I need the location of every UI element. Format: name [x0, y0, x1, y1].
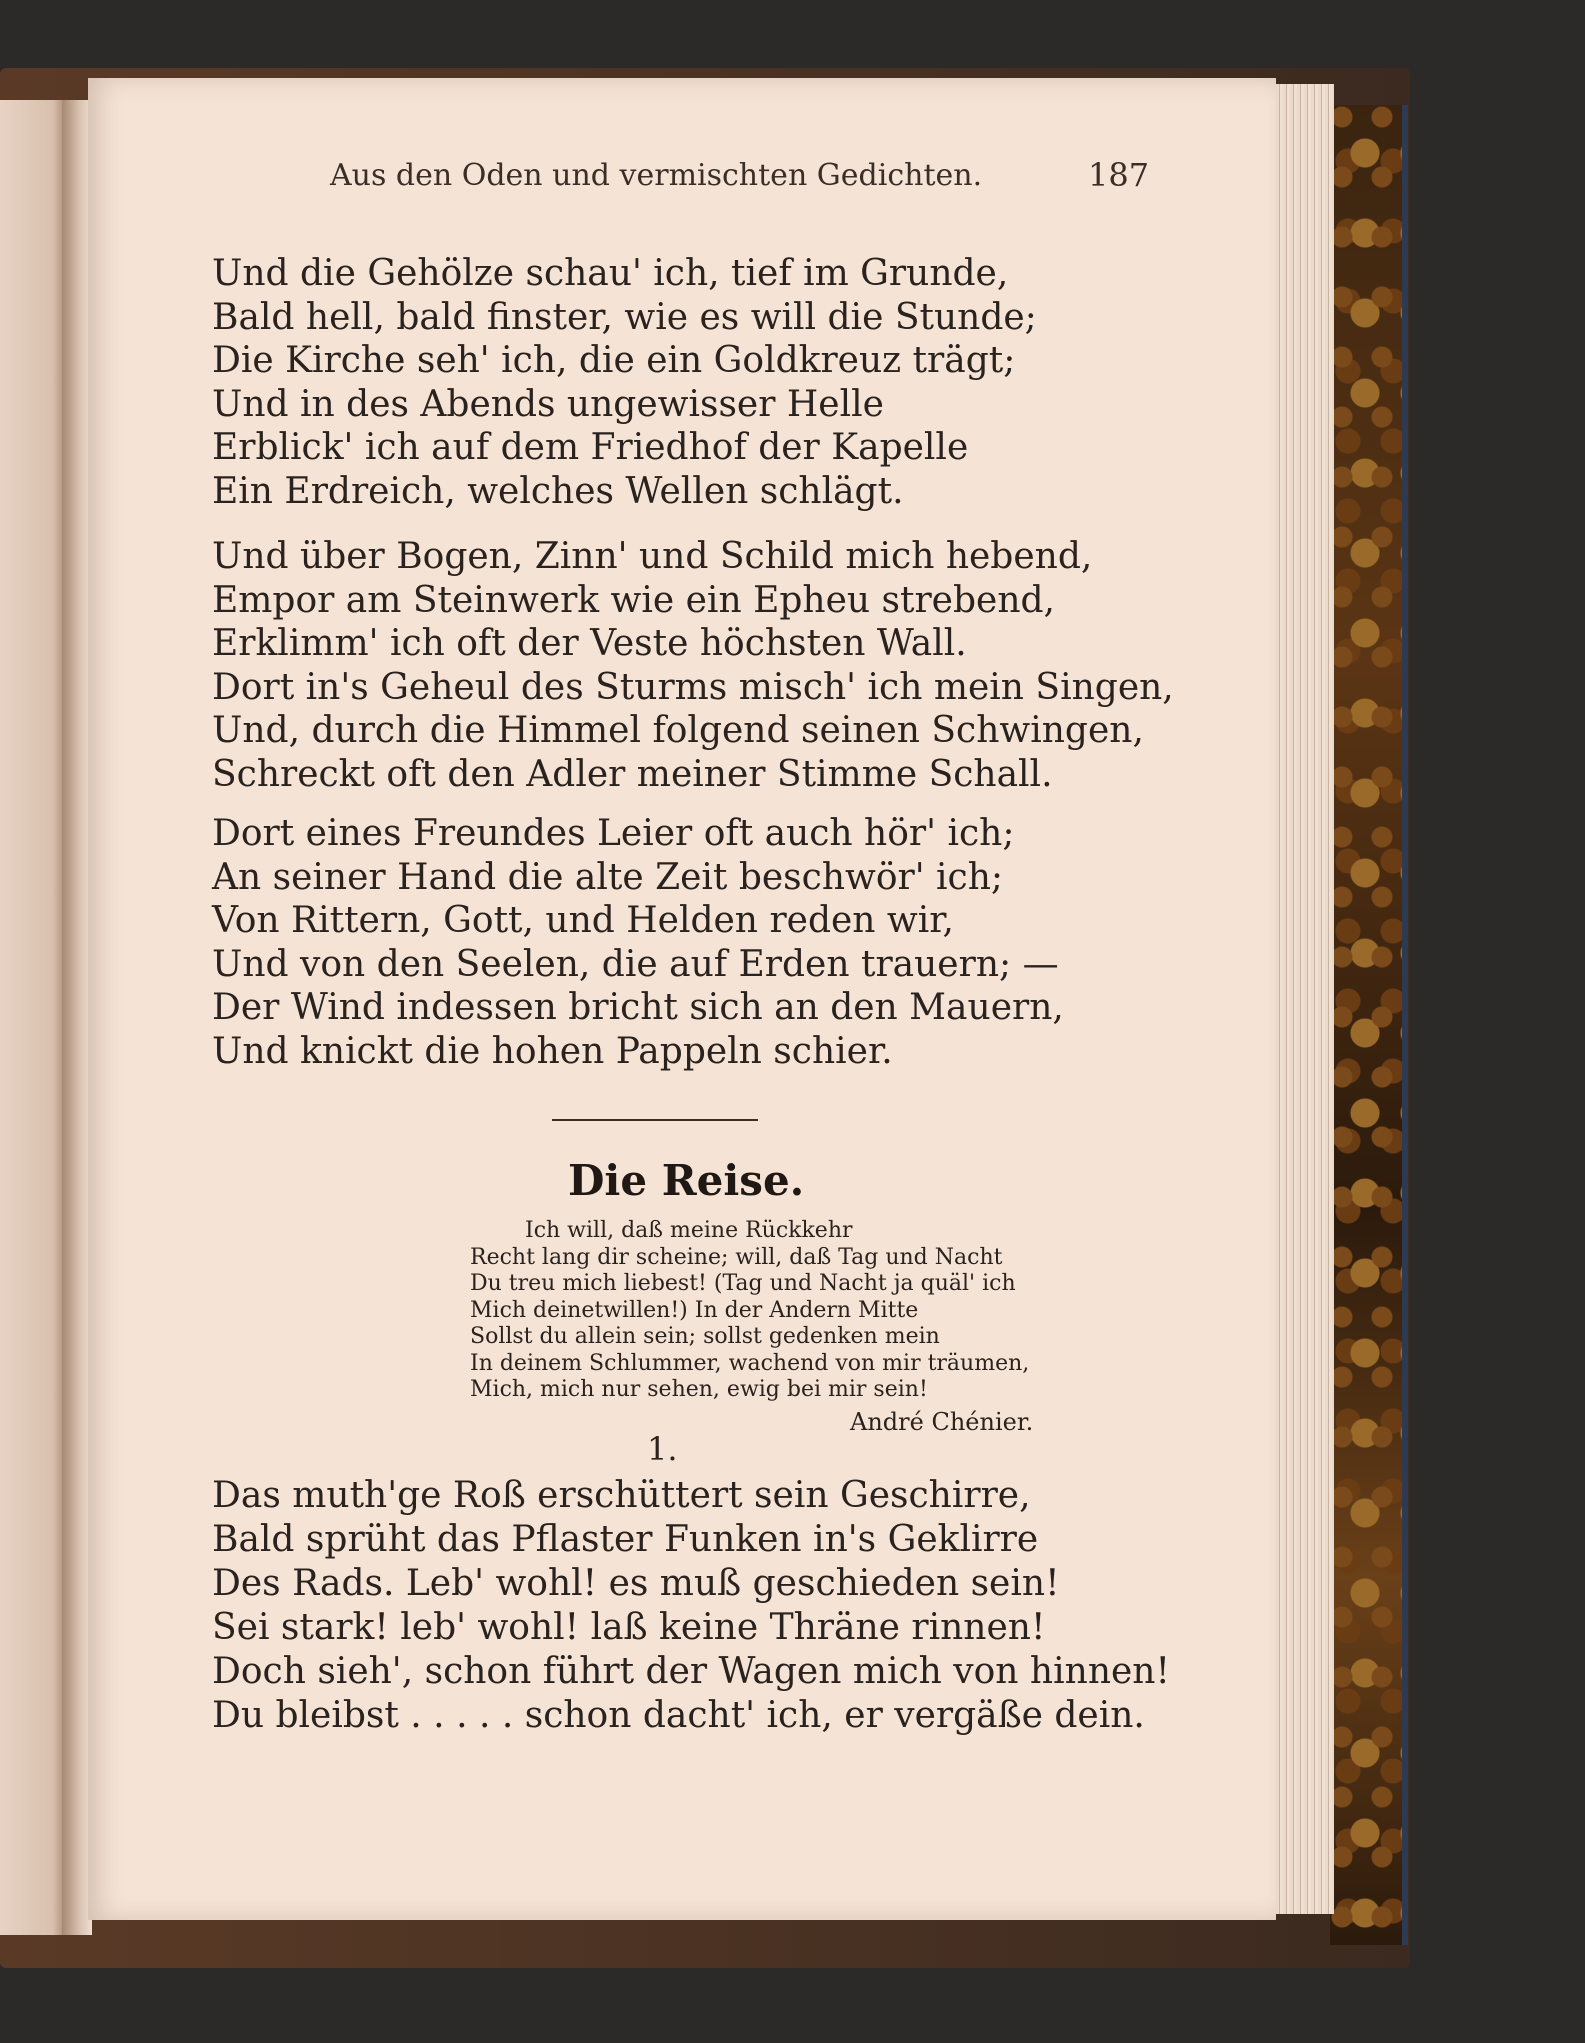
- verse-line: Und knickt die hohen Pappeln schier.: [212, 1030, 893, 1072]
- page-stack-edges: [1276, 84, 1334, 1914]
- epigraph-line: Sollst du allein sein; sollst gedenken mein: [470, 1324, 940, 1349]
- verse-line: Bald hell, bald finster, wie es will die Stunde;: [212, 296, 1037, 338]
- verse-line: Der Wind indessen bricht sich an den Mauern,: [212, 987, 1064, 1028]
- verse-line: Und über Bogen, Zinn' und Schild mich hebend,: [212, 536, 1093, 577]
- poem-title: Die Reise.: [568, 1156, 805, 1205]
- verse-line: Du bleibst . . . . . schon dacht' ich, er vergäße dein.: [212, 1695, 1145, 1736]
- verse-line: Das muth'ge Roß erschüttert sein Geschirre,: [212, 1475, 1031, 1516]
- verse-line: Bald sprüht das Pflaster Funken in's Geklirre: [212, 1519, 1039, 1560]
- epigraph-attribution: André Chénier.: [850, 1408, 1034, 1436]
- epigraph: [470, 1218, 1055, 1404]
- verse-line: Und in des Abends ungewisser Helle: [212, 383, 884, 425]
- epigraph-line: Mich deinetwillen!) In der Andern Mitte: [470, 1297, 919, 1323]
- facing-page-edge: [0, 100, 64, 1935]
- epigraph-line: In deinem Schlummer, wachend von mir träumen,: [470, 1350, 1030, 1376]
- verse-line: Schreckt oft den Adler meiner Stimme Schall.: [212, 753, 1053, 795]
- verse-line: Empor am Steinwerk wie ein Epheu strebend,: [212, 579, 1055, 621]
- stanza-1: [212, 252, 1037, 513]
- poem-stanza-1: [212, 1474, 1170, 1738]
- verse-line: Erblick' ich auf dem Friedhof der Kapelle: [212, 427, 969, 468]
- verse-line: Dort eines Freundes Leier oft auch hör' ich;: [212, 813, 1015, 854]
- epigraph-line: Mich, mich nur sehen, ewig bei mir sein!: [470, 1377, 928, 1402]
- verse-line: Und die Gehölze schau' ich, tief im Grunde,: [212, 253, 1009, 294]
- verse-line: Die Kirche seh' ich, die ein Goldkreuz trägt;: [212, 340, 1016, 381]
- section-divider: [552, 1119, 758, 1121]
- verse-line: Ein Erdreich, welches Wellen schlägt.: [212, 470, 904, 512]
- verse-line: Doch sieh', schon führt der Wagen mich von hinnen!: [212, 1651, 1170, 1692]
- verse-line: Sei stark! leb' wohl! laß keine Thräne rinnen!: [212, 1607, 1046, 1648]
- verse-line: Des Rads. Leb' wohl! es muß geschieden sein!: [212, 1563, 1060, 1604]
- verse-line: Erklimm' ich oft der Veste höchsten Wall.: [212, 623, 967, 664]
- epigraph-line: Recht lang dir scheine; will, daß Tag und Nacht: [470, 1244, 1003, 1270]
- stanza-3: [212, 812, 1064, 1073]
- stanza-2: [212, 535, 1174, 796]
- verse-line: Und, durch die Himmel folgend seinen Schwingen,: [212, 710, 1144, 751]
- verse-line: An seiner Hand die alte Zeit beschwör' ich;: [212, 856, 1004, 898]
- verse-line: Und von den Seelen, die auf Erden trauern; —: [212, 943, 1059, 985]
- verse-line: Von Rittern, Gott, und Helden reden wir,: [212, 900, 954, 941]
- epigraph-line: Du treu mich liebest! (Tag und Nacht ja quäl' ich: [470, 1271, 1016, 1296]
- marbled-cover-edge: [1330, 105, 1408, 1945]
- verse-line: Dort in's Geheul des Sturms misch' ich mein Singen,: [212, 666, 1174, 708]
- epigraph-line: Ich will, daß meine Rückkehr: [525, 1218, 853, 1243]
- section-number: 1.: [647, 1430, 678, 1468]
- page-number: 187: [1088, 156, 1150, 194]
- running-head: Aus den Oden und vermischten Gedichten.: [330, 158, 983, 193]
